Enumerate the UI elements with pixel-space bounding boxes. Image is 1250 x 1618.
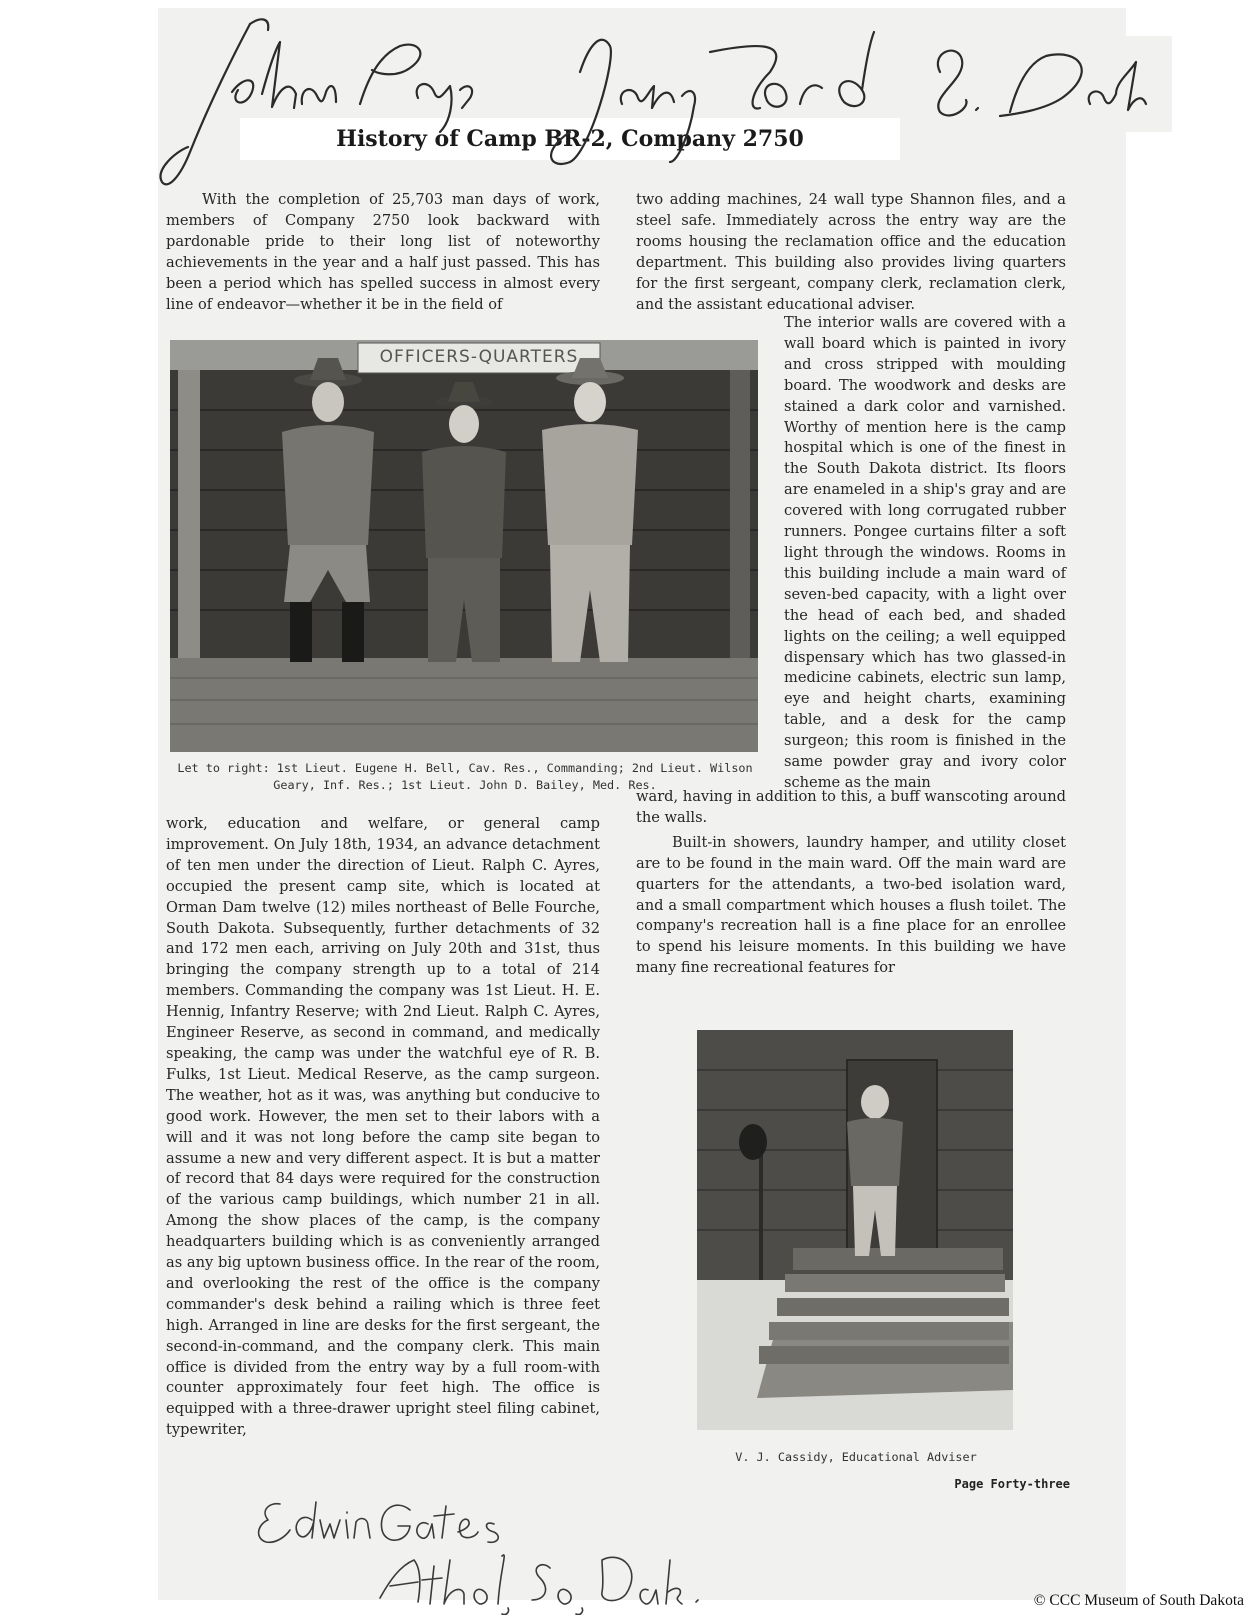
article-column-left-top <box>166 190 600 315</box>
officers-quarters-sign: OFFICERS-QUARTERS <box>379 347 579 367</box>
officers-photo-caption: Let to right: 1st Lieut. Eugene H. Bell, Cav. Res., Commanding; 2nd Lieut. Wilson Geary, Inf. Res.; 1st Lieut. John D. Bailey, Med. Res. <box>177 761 753 792</box>
page-edge <box>1126 36 1172 132</box>
officers-photo <box>170 340 758 752</box>
paragraph: two adding machines, 24 wall type Shannon files, and a steel safe. Immediately across the entry way are the rooms housing the reclamation office and the education department. This building also provides living quarters for the first sergeant, company clerk, reclamation clerk, and the assistant educational adviser. <box>636 191 1066 313</box>
article-column-right-low <box>636 787 1066 979</box>
adviser-photo-caption: V. J. Cassidy, Educational Adviser <box>735 1450 977 1464</box>
article-column-left-bottom <box>166 814 600 1441</box>
officers-photo-image <box>170 340 758 752</box>
adviser-photo <box>697 1030 1013 1430</box>
paragraph: work, education and welfare, or general camp improvement. On July 18th, 1934, an advance detachment of ten men under the direction of Lieut. Ralph C. Ayres, occupied the present camp site, which is located at Orman Dam twelve (12) miles northeast of Belle Fourche, South Dakota. Subsequently, further detachments of 32 and 172 men each, arriving on July 20th and 31st, thus bringing the company strength up to a total of 214 members. Commanding the company was 1st Lieut. H. E. Hennig, Infantry Reserve; with 2nd Lieut. Ralph C. Ayres, Engineer Reserve, as second in command, and medically speaking, the camp was under the watchful eye of R. B. Fulks, 1st Lieut. Medical Reserve, as the camp surgeon. The weather, hot as it was, was anything but conducive to good work. However, the men set to their labors with a will and it was not long before the camp site began to assume a new and very different aspect. It is but a matter of record that 84 days were required for the construction of the various camp buildings, which number 21 in all. Among the show places of the camp, is the company headquarters building which is as conveniently arranged as any big uptown business office. In the rear of the room, and overlooking the rest of the office is the company commander's desk behind a railing which is three feet high. Arranged in line are desks for the first sergeant, the second-in-command, and the company clerk. This main office is divided from the entry way by a full room-with counter approximately four feet high. The office is equipped with a three-drawer upright steel filing cabinet, typewriter, <box>166 815 600 1439</box>
paragraph: ward, having in addition to this, a buff wanscoting around the walls. <box>636 788 1066 826</box>
paragraph: Built-in showers, laundry hamper, and utility closet are to be found in the main ward. Off the main ward are quarters for the attendants, a two-bed isolation ward, and a small compartment which houses a flush toilet. The company's recreation hall is a fine place for an enrollee to spend his leisure moments. In this building we have many fine recreational features for <box>636 833 1066 977</box>
page-number: Page Forty-three <box>954 1477 1070 1491</box>
article-column-right-narrow <box>784 313 1066 794</box>
paragraph: The interior walls are covered with a wall board which is painted in ivory and cross stripped with moulding board. The woodwork and desks are stained a dark color and varnished. Worthy of mention here is the camp hospital which is one of the finest in the South Dakota district. Its floors are enameled in a ship's gray and are covered with long corrugated rubber runners. Pongee curtains filter a soft light through the windows. Rooms in this building include a main ward of seven-bed capacity, with a light over the head of each bed, and shaded lights on the ceiling; a well equipped dispensary which has two glassed-in medicine cabinets, electric sun lamp, eye and height charts, examining table, and a desk for the camp surgeon; this room is finished in the same powder gray and ivory color scheme as the main <box>784 314 1066 791</box>
copyright-notice: © CCC Museum of South Dakota <box>1033 1592 1244 1609</box>
page-title: History of Camp BR-2, Company 2750 <box>240 118 900 160</box>
article-column-right-top <box>636 190 1066 315</box>
adviser-photo-image <box>697 1030 1013 1430</box>
paragraph: With the completion of 25,703 man days of work, members of Company 2750 look backward with pardonable pride to their long list of noteworthy achievements in the year and a half just passed. This has been a period which has spelled success in almost every line of endeavor—whether it be in the field of <box>166 191 600 313</box>
